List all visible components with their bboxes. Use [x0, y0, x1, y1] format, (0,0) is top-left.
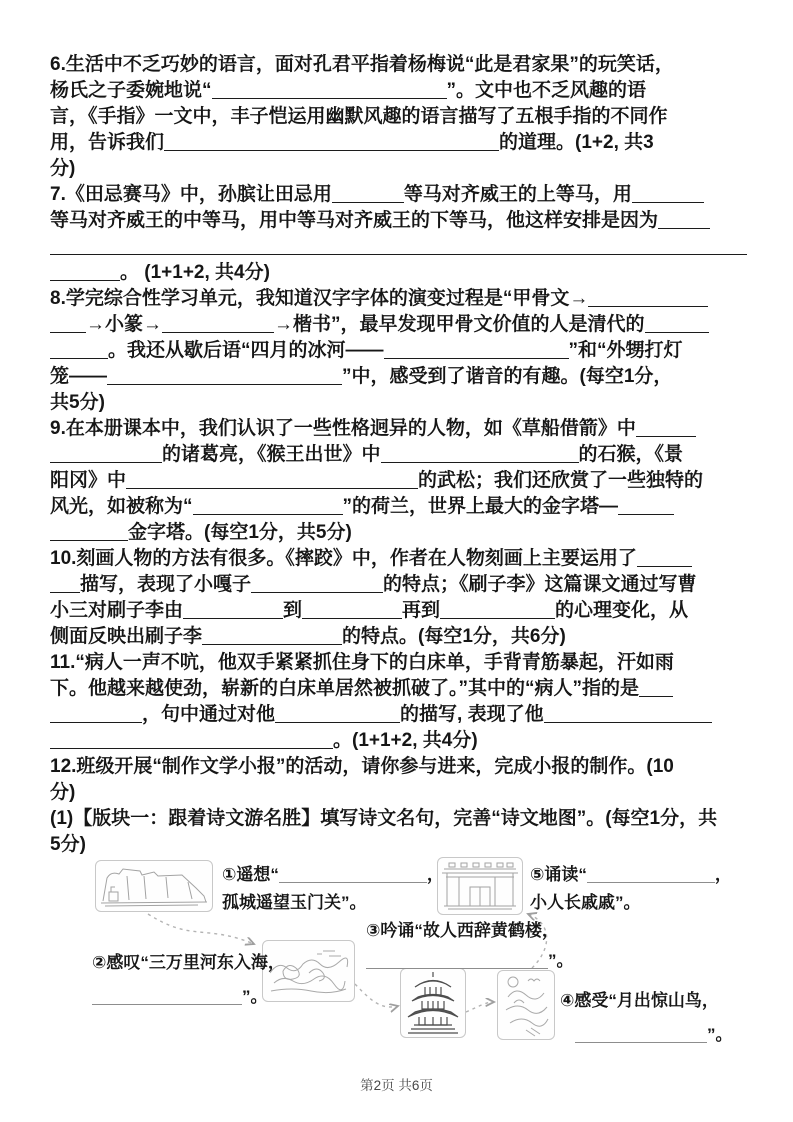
text-run: 的武松；我们还欣赏了一些独特的 — [418, 470, 704, 491]
answer-blank — [332, 185, 404, 203]
question-8 — [50, 286, 749, 416]
text-run: 9.在本册课本中，我们认识了一些性格迥异的人物，如《草船借箭》中 — [50, 418, 636, 439]
question-10 — [50, 546, 749, 650]
text-run: 6.生活中不乏巧妙的语言，面对孔君平指着杨梅说“此是君家果”的玩笑话， — [50, 54, 674, 75]
text-line — [50, 260, 749, 286]
map-item-3-line-1 — [366, 918, 559, 944]
text-line — [50, 494, 749, 520]
text-line — [50, 338, 749, 364]
text-run: 等马对齐威王的上等马，用 — [403, 184, 632, 205]
text-run: →小篆→ — [86, 314, 163, 335]
answer-blank — [183, 601, 283, 619]
text-line — [50, 78, 749, 104]
answer-blank — [50, 315, 86, 333]
text-run: 11.“病人一声不吭，他双手紧紧抓住身下的白床单，手背青筋暴起，汗如雨 — [50, 652, 674, 673]
text-run: 分) — [50, 158, 76, 179]
answer-blank — [202, 627, 342, 645]
answer-blank — [92, 989, 242, 1005]
page-number-text: 第2页 共6页 — [360, 1078, 433, 1093]
text-run: ③吟诵“故人西辞黄鹤楼， — [366, 921, 559, 940]
answer-blank — [279, 867, 427, 883]
text-line — [50, 364, 749, 390]
answer-blank — [50, 523, 128, 541]
text-run: ”。 — [548, 951, 574, 970]
text-line — [50, 312, 749, 338]
text-run: 金字塔。(每空1分，共5分) — [128, 522, 352, 543]
answer-blank — [440, 601, 555, 619]
answer-blank — [618, 497, 674, 515]
temple-facade-sketch-image — [437, 857, 523, 915]
temple-building-icon — [440, 860, 520, 912]
answer-blank — [212, 81, 447, 99]
text-run: 侧面反映出刷子李 — [50, 626, 203, 647]
text-run: 5分) — [50, 834, 86, 855]
text-run: ”的荷兰，世界上最大的金字塔— — [342, 496, 619, 517]
answer-blank — [164, 133, 499, 151]
answer-blank — [645, 315, 709, 333]
text-run: 。我还从歇后语“四月的冰河—— — [108, 340, 384, 361]
map-item-5-line-2 — [530, 890, 641, 916]
mountain-birds-icon — [500, 973, 552, 1037]
answer-blank — [588, 289, 708, 307]
answer-blank — [50, 237, 747, 255]
yumen-pass-cliff-sketch-image — [95, 860, 213, 912]
text-run: ”。 — [707, 1025, 733, 1044]
map-item-2-line-2 — [92, 984, 268, 1010]
answer-blank — [50, 731, 333, 749]
text-run: 用，告诉我们 — [50, 132, 165, 153]
text-run: →楷书”，最早发现甲骨文价值的人是清代的 — [274, 314, 645, 335]
text-line — [50, 546, 749, 572]
answer-blank — [193, 497, 343, 515]
text-run: ， — [426, 865, 444, 884]
answer-blank — [658, 211, 710, 229]
map-item-1-line-1 — [222, 862, 444, 888]
answer-blank — [50, 341, 108, 359]
answer-blank — [50, 263, 120, 281]
map-item-1-line-2 — [222, 890, 367, 916]
text-line — [50, 780, 749, 806]
text-line — [50, 52, 749, 78]
map-item-4-line-1 — [560, 988, 719, 1014]
text-run: 共5分) — [50, 392, 105, 413]
text-line — [50, 520, 749, 546]
text-run: 阳冈》中 — [50, 470, 127, 491]
text-run: 的道理。(1+2, 共3 — [499, 132, 654, 153]
yellow-crane-tower-sketch-image — [400, 968, 466, 1038]
text-line — [50, 208, 749, 234]
text-line — [50, 390, 749, 416]
answer-blank — [126, 471, 418, 489]
text-run: ⑤诵读“ — [530, 865, 587, 884]
text-line — [50, 728, 749, 754]
question-9 — [50, 416, 749, 546]
answer-blank — [587, 867, 715, 883]
text-run: ②感叹“三万里河东入海， — [92, 953, 285, 972]
text-run: 等马对齐威王的中等马，用中等马对齐威王的下等马，他这样安排是因为 — [50, 210, 659, 231]
text-run: ”中，感受到了谐音的有趣。(每空1分， — [342, 366, 673, 387]
text-run: 风光，如被称为“ — [50, 496, 193, 517]
answer-blank — [384, 341, 569, 359]
text-run: ④感受“月出惊山鸟， — [560, 991, 719, 1010]
text-line — [50, 234, 749, 260]
text-line — [50, 702, 749, 728]
text-run: 7.《田忌赛马》中，孙膑让田忌用 — [50, 184, 332, 205]
answer-blank — [107, 367, 342, 385]
answer-blank — [302, 601, 402, 619]
text-run: 分) — [50, 782, 76, 803]
text-run: 小人长戚戚”。 — [530, 893, 641, 912]
text-line — [50, 442, 749, 468]
text-line — [50, 130, 749, 156]
text-run: ， — [714, 865, 732, 884]
text-run: ”和“外甥打灯 — [568, 340, 683, 361]
text-run: 下。他越来越使劲，崭新的白床单居然被抓破了。”其中的“病人”指的是 — [50, 678, 640, 699]
pagoda-tower-icon — [403, 971, 463, 1035]
text-run: 的特点。(每空1分，共6分) — [342, 626, 566, 647]
text-line — [50, 468, 749, 494]
answer-blank — [251, 575, 383, 593]
question-11 — [50, 650, 749, 754]
text-line — [50, 286, 749, 312]
text-run: 到 — [283, 600, 303, 621]
text-line — [50, 598, 749, 624]
map-item-3-line-2 — [366, 948, 574, 974]
text-run: 再到 — [402, 600, 441, 621]
answer-blank — [636, 419, 696, 437]
text-line — [50, 156, 749, 182]
answer-blank — [50, 445, 162, 463]
text-line — [50, 572, 749, 598]
poem-map-diagram — [0, 850, 793, 1064]
moonlit-birds-sketch-image — [497, 970, 555, 1040]
text-run: 的石猴，《景 — [578, 444, 684, 465]
answer-blank — [50, 575, 80, 593]
text-line — [50, 182, 749, 208]
text-line — [50, 754, 749, 780]
question-6 — [50, 52, 749, 182]
answer-blank — [632, 185, 704, 203]
cliff-fortress-icon — [98, 863, 210, 909]
map-item-5-line-1 — [530, 862, 732, 888]
text-run: 的描写, 表现了他 — [400, 704, 544, 725]
text-run: 的心理变化，从 — [555, 600, 689, 621]
text-run: 。(1+1+2, 共4分) — [333, 730, 478, 751]
text-run: 12.班级开展“制作文学小报”的活动，请你参与进来，完成小报的制作。(10 — [50, 756, 674, 777]
text-run: 言，《手指》一文中，丰子恺运用幽默风趣的语言描写了五根手指的不同作 — [50, 106, 668, 127]
text-run: 8.学完综合性学习单元，我知道汉字字体的演变过程是“甲骨文→ — [50, 288, 589, 309]
text-run: ”。文中也不乏风趣的语 — [446, 80, 647, 101]
text-line — [50, 104, 749, 130]
text-run: 的特点；《刷子李》这篇课文通过写曹 — [383, 574, 697, 595]
text-run: 孤城遥望玉门关”。 — [222, 893, 367, 912]
text-run: 小三对刷子李由 — [50, 600, 184, 621]
text-run: ，句中通过对他 — [142, 704, 276, 725]
text-line — [50, 806, 749, 832]
map-item-4-line-2 — [575, 1022, 733, 1048]
text-run: 。 (1+1+2, 共4分) — [120, 262, 270, 283]
text-line — [50, 676, 749, 702]
text-run: 描写，表现了小嘎子 — [80, 574, 252, 595]
text-run: ”。 — [242, 987, 268, 1006]
answer-blank — [639, 679, 673, 697]
answer-blank — [162, 315, 274, 333]
text-run: (1)【版块一：跟着诗文游名胜】填写诗文名句，完善“诗文地图”。(每空1分，共 — [50, 808, 718, 829]
answer-blank — [544, 705, 712, 723]
text-run: 的诸葛亮，《猴王出世》中 — [162, 444, 381, 465]
question-12 — [50, 754, 749, 858]
answer-blank — [50, 705, 142, 723]
map-item-2-line-1 — [92, 950, 285, 976]
question-7 — [50, 182, 749, 286]
page-footer — [0, 1074, 793, 1094]
text-run: 杨氏之子委婉地说“ — [50, 80, 212, 101]
answer-blank — [575, 1027, 707, 1043]
answer-blank — [381, 445, 579, 463]
text-run: 笼—— — [50, 366, 108, 387]
answer-blank — [637, 549, 692, 567]
text-line — [50, 624, 749, 650]
text-run: 10.刻画人物的方法有很多。《摔跤》中，作者在人物刻画上主要运用了 — [50, 548, 637, 569]
answer-blank — [275, 705, 400, 723]
text-line — [50, 650, 749, 676]
text-run: ①遥想“ — [222, 865, 279, 884]
text-line — [50, 416, 749, 442]
answer-blank — [366, 953, 548, 969]
